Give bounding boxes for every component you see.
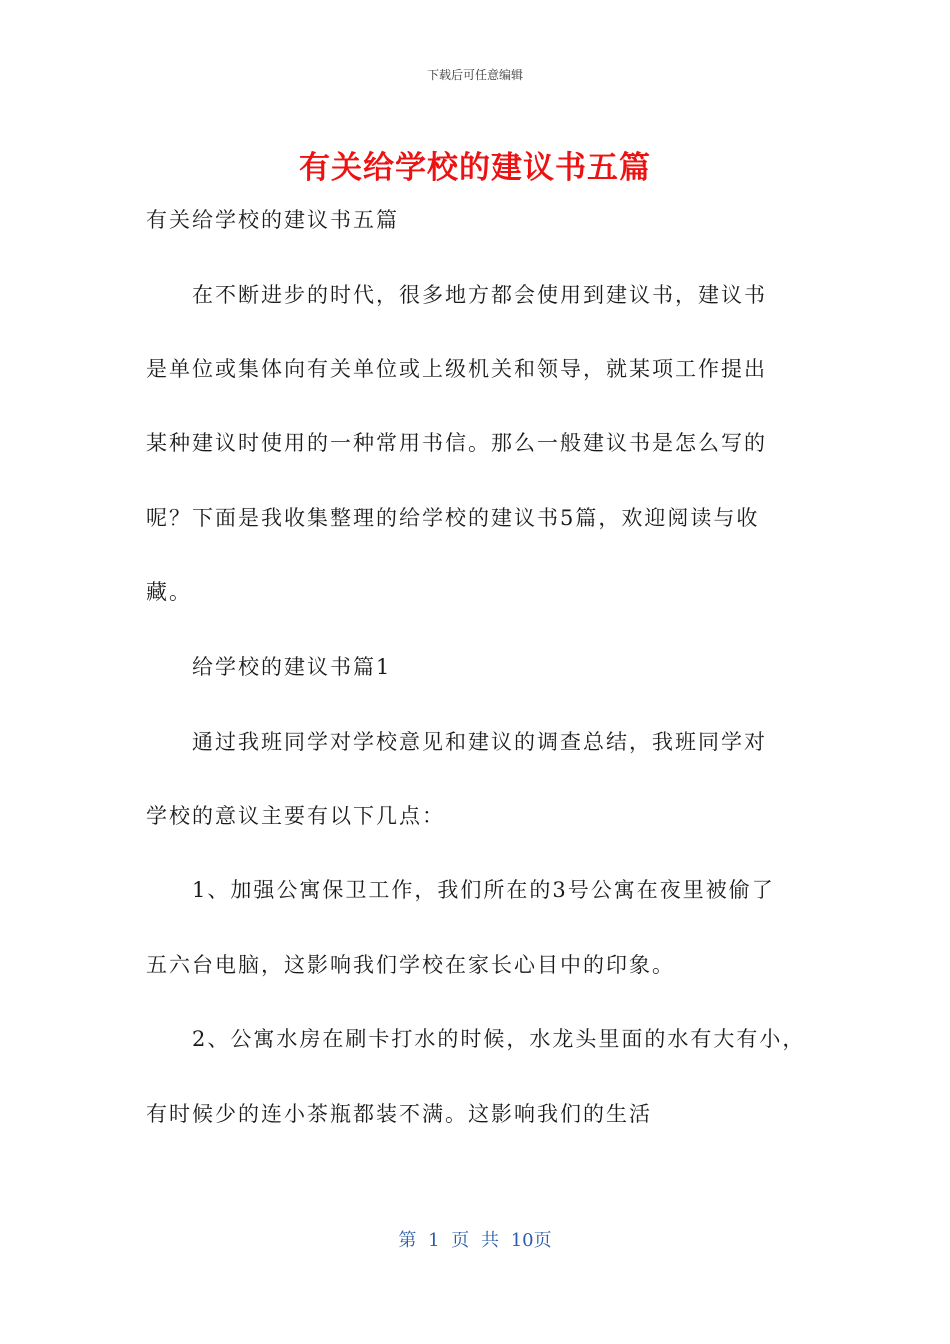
document-title: 有关给学校的建议书五篇 (299, 150, 651, 186)
paragraph-line: 某种建议时使用的一种常用书信。那么一般建议书是怎么写的 (146, 431, 767, 455)
list-item-line: 五六台电脑，这影响我们学校在家长心目中的印象。 (146, 953, 675, 977)
paragraph-line: 通过我班同学对学校意见和建议的调查总结，我班同学对 (192, 730, 767, 754)
page-number: 第 1 页 共 10页 (398, 1230, 552, 1251)
paragraph-line: 呢？下面是我收集整理的给学校的建议书5篇，欢迎阅读与收 (146, 506, 760, 530)
paragraph-line: 在不断进步的时代，很多地方都会使用到建议书，建议书 (192, 283, 767, 307)
header-note: 下载后可任意编辑 (426, 68, 523, 82)
section-heading: 给学校的建议书篇1 (192, 655, 392, 679)
subtitle-line: 有关给学校的建议书五篇 (146, 208, 399, 232)
paragraph-line: 是单位或集体向有关单位或上级机关和领导，就某项工作提出 (146, 357, 767, 381)
paragraph-line: 学校的意议主要有以下几点： (146, 804, 445, 828)
list-item-line: 2、公寓水房在刷卡打水的时候，水龙头里面的水有大有小， (192, 1027, 806, 1051)
list-item-line: 有时候少的连小茶瓶都装不满。这影响我们的生活 (146, 1102, 652, 1126)
list-item-line: 1、加强公寓保卫工作，我们所在的3号公寓在夜里被偷了 (192, 878, 775, 902)
paragraph-line: 藏。 (146, 580, 192, 604)
